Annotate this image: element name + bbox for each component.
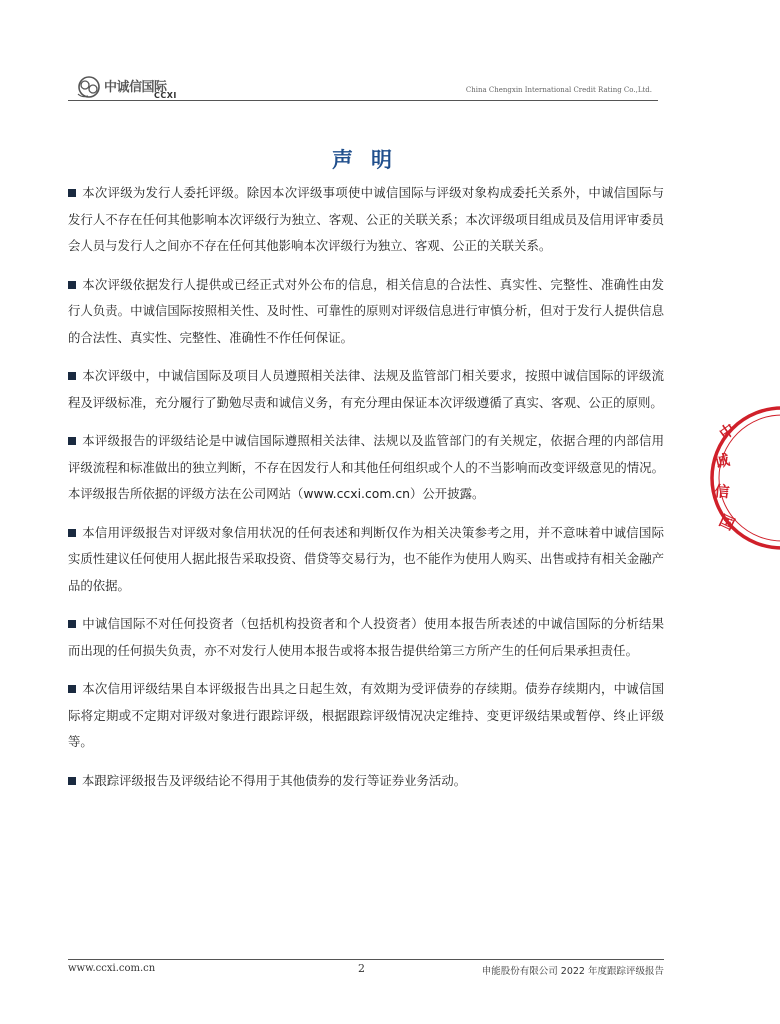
statement-paragraph (68, 363, 664, 416)
square-bullet-icon (68, 437, 76, 445)
paragraph-text: 本信用评级报告对评级对象信用状况的任何表述和判断仅作为相关决策参考之用，并不意味着中诚信国际实质性建议任何使用人据此报告采取投资、借贷等交易行为，也不能作为使用人购买、出售或持有相关金融产品的依据。 (68, 524, 664, 593)
seal-icon (700, 388, 780, 568)
statement-paragraph (68, 428, 664, 508)
footer-website: www.ccxi.com.cn (68, 963, 156, 974)
square-bullet-icon (68, 281, 76, 289)
footer-divider (68, 959, 664, 960)
paragraph-text: 本次评级依据发行人提供或已经正式对外公布的信息，相关信息的合法性、真实性、完整性、准确性由发行人负责。中诚信国际按照相关性、及时性、可靠性的原则对评级信息进行审慎分析，但对于发行人提供信息的合法性、真实性、完整性、准确性不作任何保证。 (68, 276, 664, 345)
square-bullet-icon (68, 529, 76, 537)
company-seal-stamp (700, 388, 780, 568)
company-english-name: China Chengxin International Credit Rating Co.,Ltd. (465, 86, 652, 94)
square-bullet-icon (68, 620, 76, 628)
statement-paragraph (68, 520, 664, 600)
page-title: 声明 (332, 148, 410, 172)
square-bullet-icon (68, 372, 76, 380)
statement-body (68, 180, 664, 806)
square-bullet-icon (68, 189, 76, 197)
header-divider (68, 100, 658, 101)
statement-paragraph (68, 611, 664, 664)
paragraph-text: 本次信用评级结果自本评级报告出具之日起生效，有效期为受评债券的存续期。债券存续期内，中诚信国际将定期或不定期对评级对象进行跟踪评级，根据跟踪评级情况决定维持、变更评级结果或暂停、终止评级等。 (68, 681, 664, 749)
statement-paragraph (68, 272, 664, 352)
svg-text:中: 中 (715, 419, 739, 444)
logo-abbreviation: CCXI (154, 91, 177, 100)
statement-paragraph (68, 180, 664, 260)
logo-chinese-name: 中诚信国际 (104, 80, 167, 95)
page-number: 2 (358, 962, 365, 975)
square-bullet-icon (68, 777, 76, 785)
paragraph-text: 中诚信国际不对任何投资者（包括机构投资者和个人投资者）使用本报告所表述的中诚信国际的分析结果而出现的任何损失负责，亦不对发行人使用本报告或将本报告提供给第三方所产生的任何后果承担责任。 (68, 616, 664, 658)
square-bullet-icon (68, 685, 76, 693)
paragraph-text: 本次评级中，中诚信国际及项目人员遵照相关法律、法规及监管部门相关要求，按照中诚信国际的评级流程及评级标准，充分履行了勤勉尽责和诚信义务，有充分理由保证本次评级遵循了真实、客观、公正的原则。 (68, 368, 664, 410)
page-header (68, 70, 658, 102)
svg-text:信: 信 (713, 482, 731, 502)
paragraph-text: 本跟踪评级报告及评级结论不得用于其他债券的发行等证券业务活动。 (82, 772, 467, 788)
svg-text:诚: 诚 (712, 450, 732, 472)
logo-mark-icon (76, 74, 102, 100)
footer-report-title: 申能股份有限公司 2022 年度跟踪评级报告 (481, 966, 664, 977)
svg-text:国: 国 (716, 511, 738, 534)
statement-paragraph (68, 676, 664, 756)
statement-paragraph (68, 768, 664, 795)
paragraph-text: 本次评级为发行人委托评级。除因本次评级事项使中诚信国际与评级对象构成委托关系外，中诚信国际与发行人不存在任何其他影响本次评级行为独立、客观、公正的关联关系；本次评级项目组成员及信用评审委员会人员与发行人之间亦不存在任何其他影响本次评级行为独立、客观、公正的关联关系。 (68, 185, 664, 253)
paragraph-text: 本评级报告的评级结论是中诚信国际遵照相关法律、法规以及监管部门的有关规定，依据合理的内部信用评级流程和标准做出的独立判断，不存在因发行人和其他任何组织或个人的不当影响而改变评级意见的情况。本评级报告所依据的评级方法在公司网站（www.ccxi.com.cn）公开披露。 (68, 433, 664, 501)
